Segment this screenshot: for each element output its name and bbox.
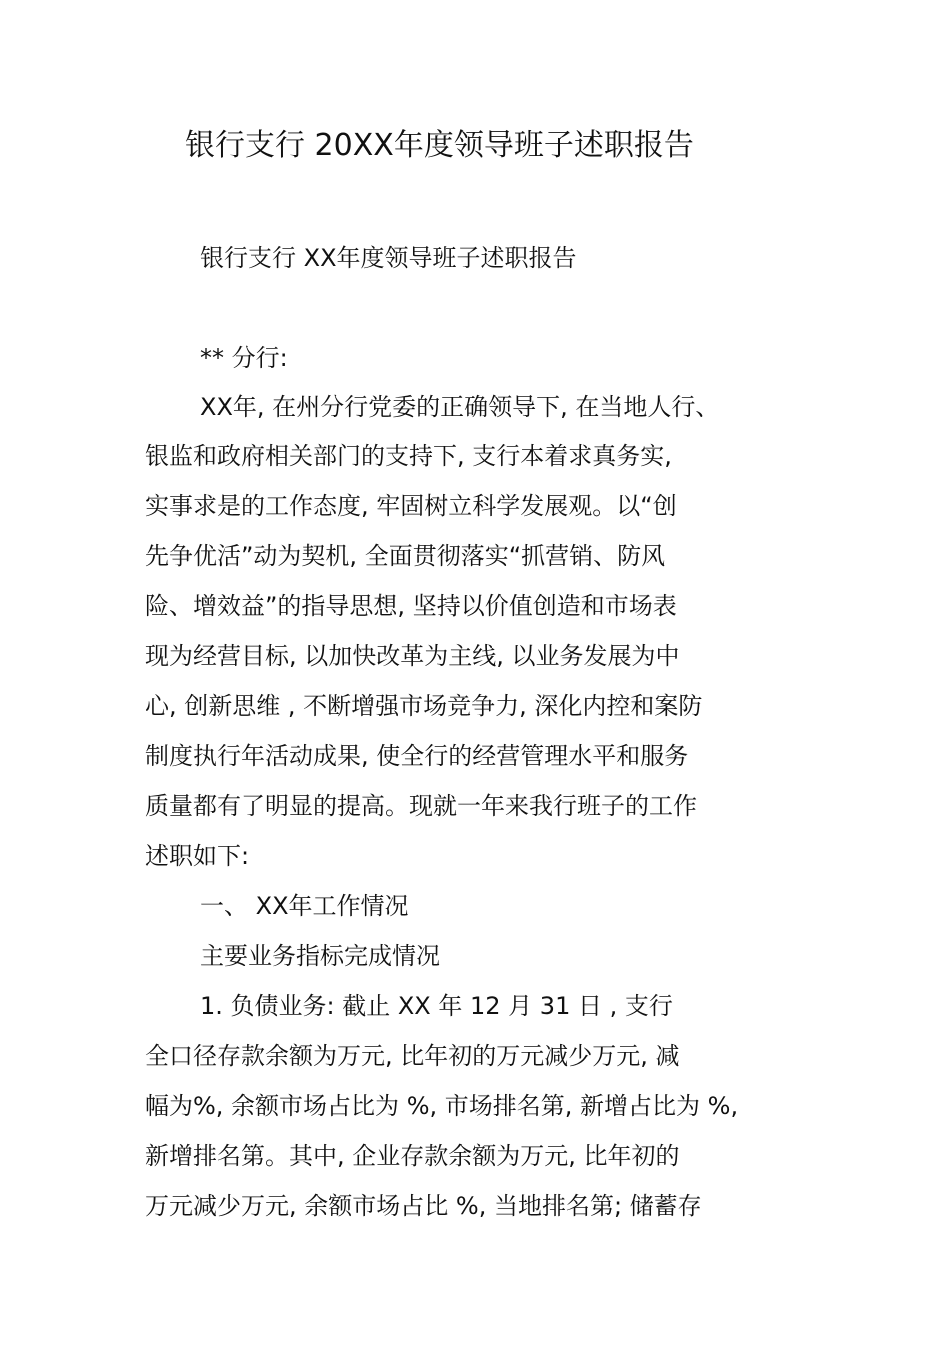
paragraph-line: 质量都有了明显的提高。现就一年来我行班子的工作 [145,792,697,820]
paragraph-line: 心, 创新思维 , 不断增强市场竞争力, 深化内控和案防 [145,692,703,720]
paragraph-line: 银监和政府相关部门的支持下, 支行本着求真务实, [145,442,672,470]
paragraph-line: 先争优活”动为契机, 全面贯彻落实“抓营销、防风 [145,542,666,570]
paragraph-line: XX年, 在州分行党委的正确领导下, 在当地人行、 [200,393,720,421]
subsection-heading: 主要业务指标完成情况 [200,942,440,970]
paragraph-line: 全口径存款余额为万元, 比年初的万元减少万元, 减 [145,1042,680,1070]
paragraph-line: 幅为%, 余额市场占比为 %, 市场排名第, 新增占比为 %, [145,1092,739,1120]
salutation: ** 分行: [200,344,288,372]
section-heading: 一、 XX年工作情况 [200,892,409,920]
document-subtitle: 银行支行 XX年度领导班子述职报告 [200,244,577,272]
paragraph-line: 实事求是的工作态度, 牢固树立科学发展观。以“创 [145,492,677,520]
paragraph-line: 制度执行年活动成果, 使全行的经营管理水平和服务 [145,742,689,770]
paragraph-line: 万元减少万元, 余额市场占比 %, 当地排名第; 储蓄存 [145,1192,702,1220]
paragraph-line: 险、增效益”的指导思想, 坚持以价值创造和市场表 [145,592,677,620]
paragraph-line: 述职如下: [145,842,250,870]
paragraph-line: 现为经营目标, 以加快改革为主线, 以业务发展为中 [145,642,680,670]
paragraph-line: 新增排名第。其中, 企业存款余额为万元, 比年初的 [145,1142,680,1170]
paragraph-line: 1. 负债业务: 截止 XX 年 12 月 31 日 , 支行 [200,992,673,1020]
document-title: 银行支行 20XX年度领导班子述职报告 [185,128,694,163]
